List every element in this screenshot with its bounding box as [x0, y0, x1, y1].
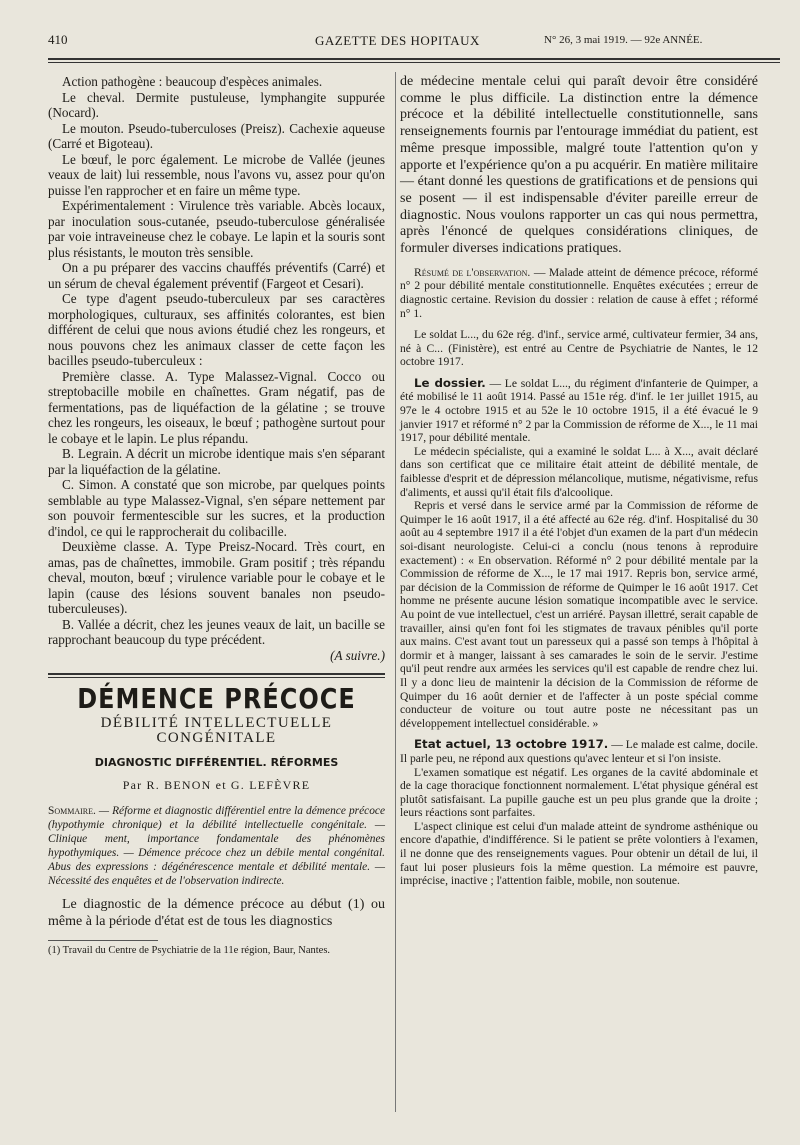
- page-header: [0, 24, 800, 60]
- etat-text: — Le malade est calme, docile. Il parle peu, ne répond aux questions qu'avec lenteur et si l'on insiste.: [400, 738, 758, 765]
- paragraph: B. Vallée a décrit, chez les jeunes veaux de lait, un bacille se rapprochant beaucoup du type précédent.: [48, 616, 385, 647]
- sommaire: [48, 804, 385, 888]
- paragraph: C. Simon. A constaté que son microbe, par quelques points semblable au type Malassez-Vignal, s'en sépare nettement par son pouvoir fermentescible sur les sucres, et la production d'indol, ce qui le rapprocherait du colibacille.: [48, 477, 385, 539]
- issue-info: N° 26, 3 mai 1919. — 92e ANNÉE.: [544, 34, 703, 46]
- resume-text: — Malade atteint de démence précoce, réformé n° 2 pour débilité mentale constitutionnelle. Enquêtes exécutées ; erreur de diagnostic certaine. Revision du dossier : relation de cause à effet ; réformé n° 1.: [400, 265, 758, 320]
- page-number: 410: [48, 32, 68, 47]
- article-intro: Le diagnostic de la démence précoce au début (1) ou même à la période d'état est de tous les diagnostics: [48, 896, 385, 929]
- sommaire-text: — Réforme et diagnostic différentiel entre la démence précoce (hypothymie chronique) et la débilité intellectuelle congénitale. — Clinique ment, importance fondamentale des phénomènes hypothymiques. — Démence précoce chez un débile mental congénital. Abus des expressions : dégénérescence mentale et débilité mentale. — Nécessité des enquêtes et de l'observation indirecte.: [48, 804, 385, 887]
- paragraph: On a pu préparer des vaccins chauffés préventifs (Carré) et un sérum de cheval également préventif (Fargeot et Cesari).: [48, 260, 385, 291]
- section-rule-thin: [48, 677, 385, 678]
- footnote: (1) Travail du Centre de Psychiatrie de la 11e région, Baur, Nantes.: [48, 944, 331, 956]
- article-kicker: DIAGNOSTIC DIFFÉRENTIEL. RÉFORMES: [94, 755, 339, 769]
- paragraph: Première classe. A. Type Malassez-Vignal. Cocco ou streptobacille mobile en chaînettes. Gram négatif, pas de fermentations, pas de liquéfaction de la gélatine ; se trouve chez les rongeurs, les oiseaux, le bœuf ; pathogène surtout pour le cobaye et le lapin. Le plus répandu.: [48, 368, 385, 446]
- header-rule: [48, 58, 780, 60]
- section-rule: [48, 673, 385, 675]
- dossier: [400, 377, 758, 445]
- journal-title: GAZETTE DES HOPITAUX: [315, 33, 480, 48]
- paragraph: Expérimentalement : Virulence très variable. Abcès locaux, par inoculation sous-cutanée, pseudo-tuberculose généralisée par voie intraveineuse chez le cobaye. Le lapin et la souris sont plus résistants, le mouton très sensible.: [48, 198, 385, 260]
- header-rule-thin: [48, 62, 780, 63]
- sommaire-label: Sommaire.: [48, 804, 96, 817]
- paragraph: L'aspect clinique est celui d'un malade atteint de syndrome asthénique ou encore d'apathie, d'indifférence. Si le patient se prête volontiers à l'examen, il ne donne que des renseignements vagues. Pour obtenir un détail de lui, il faut lui poser plusieurs fois la même question. La mémoire est pauvre, imprécise, inactive ; l'attention faible, mobile, non soutenue.: [400, 819, 758, 888]
- dossier-lead: Le dossier.: [414, 375, 486, 390]
- resume-label: Résumé de l'observation.: [414, 265, 531, 279]
- paragraph: Le cheval. Dermite pustuleuse, lymphangite suppurée (Nocard).: [48, 89, 385, 120]
- article-subtitle: DÉBILITÉ INTELLECTUELLE CONGÉNITALE: [100, 714, 333, 746]
- etat-lead: Etat actuel, 13 octobre 1917.: [414, 737, 609, 752]
- footnote-rule: [48, 940, 158, 941]
- right-column: [400, 74, 758, 888]
- article-title: DÉMENCE PRÉCOCE: [77, 682, 356, 715]
- resume: [400, 266, 758, 320]
- article-authors: Par R. BENON et G. LEFÈVRE: [122, 778, 311, 792]
- paragraph: Le médecin spécialiste, qui a examiné le soldat L... à X..., avait déclaré dans son certificat que ce militaire était atteint de débilité mentale, de faiblesse d'esprit et de dépression mélancolique, mutisme, négativisme, refus d'aliments, et aussi qu'il était fils d'alcoolique.: [400, 444, 758, 499]
- paragraph: Le soldat L..., du 62e rég. d'inf., service armé, cultivateur fermier, 34 ans, né à C... (Finistère), est entré au Centre de Psychiatrie de Nantes, le 12 octobre 1917.: [400, 328, 758, 369]
- paragraph: Ce type d'agent pseudo-tuberculeux par ses caractères morphologiques, culturaux, ses affinités colorantes, est bien différent de celui que nous avions étudié chez les rongeurs, et nous pouvons chez les animaux classer de cette façon les bacilles pseudo-tuberculeux :: [48, 291, 385, 368]
- paragraph: Le mouton. Pseudo-tuberculoses (Preisz). Cachexie aqueuse (Carré et Bigoteau).: [48, 120, 385, 151]
- dossier-text: — Le soldat L..., du régiment d'infanterie de Quimper, a été mobilisé le 11 août 1914. Passé au 151e rég. d'inf. le 1er juillet 1915, au 97e le 4 octobre 1915 et au 52e le 10 octobre 1915, il a été évacué le 9 janvier 1917 et réformé n° 2 par la Commission de réforme de X..., le 11 mai 1917, pour débilité mentale.: [400, 376, 758, 445]
- paragraph: Action pathogène : beaucoup d'espèces animales.: [62, 74, 323, 89]
- paragraph: Le bœuf, le porc également. Le microbe de Vallée (jeunes veaux de lait) lui ressemble, nous l'avons vu, assez pour qu'on puisse l'en rapprocher et en faire un même type.: [48, 151, 385, 198]
- paragraph: Deuxième classe. A. Type Preisz-Nocard. Très court, en amas, pas de chaînettes, immobile. Gram positif ; très répandu cheval, mouton, bœuf ; virulence variable pour le cobaye et le lapin (cause des lésions souvent banales non pseudo-tuberculeuses).: [48, 539, 385, 616]
- paragraph: B. Legrain. A décrit un microbe identique mais s'en séparant par la liquéfaction de la gélatine.: [48, 446, 385, 477]
- column-divider: [395, 72, 396, 1112]
- etat: [400, 738, 758, 765]
- paragraph: L'examen somatique est négatif. Les organes de la cavité abdominale et de la cage thoracique fonctionnent normalement. L'état physique général est plutôt satisfaisant. La pupille gauche est un peu plus grande que la droite ; leurs réactions sont parfaites.: [400, 765, 758, 820]
- paragraph: de médecine mentale celui qui paraît devoir être considéré comme le plus difficile. La distinction entre la démence précoce et la débilité intellectuelle constitutionnelle, sans renseignements fournis par l'entourage immédiat du patient, est même presque impossible, malgré toute l'attention qu'on y apporte et l'expérience qu'on a pu acquérir. En matière militaire — étant donné les questions de gratifications et de pensions qui se posent — il est indispensable d'éviter pareille erreur de diagnostic. Nous voulons rapporter un cas qui nous permettra, après l'énoncé de quelques considérations cliniques, de formuler diverses indications pratiques.: [400, 74, 758, 257]
- paragraph: Repris et versé dans le service armé par la Commission de réforme de Quimper le 16 août 1917, il a été affecté au 62e rég. d'inf. Hospitalisé du 30 août au 4 septembre 1917 il a été l'objet d'un examen de la part d'un médecin soi-disant neurologiste. Celui-ci a conclu (nous tenons à reproduire exactement) : « En observation. Réformé n° 2 pour débilité mentale par la Commission de réforme de X..., le 17 mai 1917. Repris bon, service armé, par décision de la Commission de réforme de Quimper le 16 août 1917. Cet homme ne présente aucune lésion somatique incompatible avec le service. Au point de vue intellectuel, c'est un arriéré. Paysan illettré, serait capable de travailler, ainsi qu'en font foi les stigmates de travaux pénibles qu'il porte aux mains. C'est avant tout un paresseux qui a passé son temps à l'hôpital à dormir et à manger, laissant à ses camarades le soin de le servir. J'estime qu'il peut rendre aux armées les services qu'il est capable de rendre chez lui. Il y a donc lieu de maintenir la décision de la Commission de réforme de Quimper du 16 août dernier et de l'affecter à un poste spécial comme conducteur de voiture ou tout autre poste ne nécessitant pas un développement intellectuel considérable. »: [400, 499, 758, 730]
- left-column: [48, 74, 385, 957]
- a-suivre: (A suivre.): [330, 647, 385, 663]
